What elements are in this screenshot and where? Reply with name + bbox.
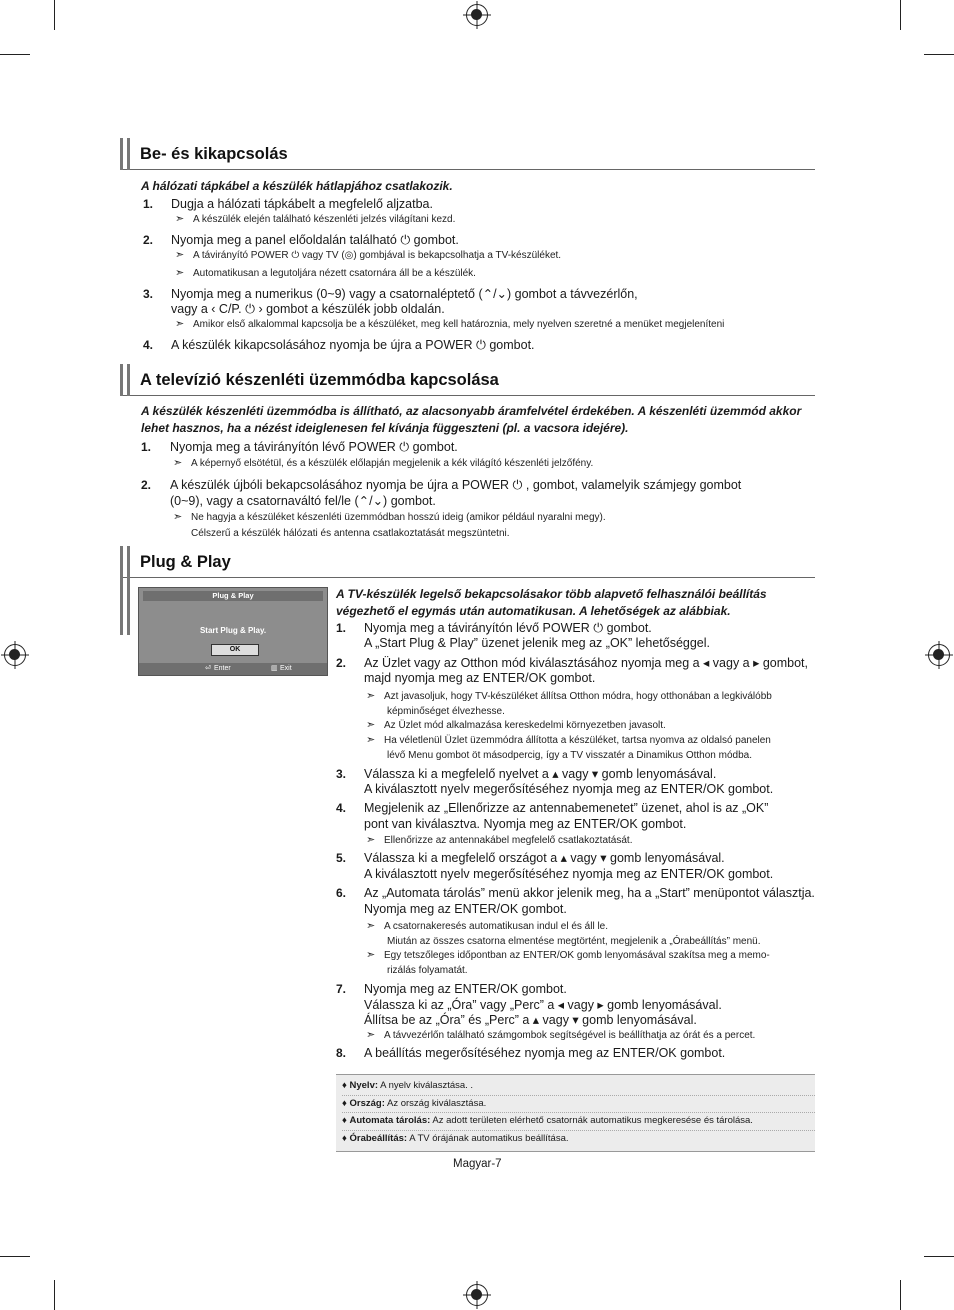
step-text: A készülék újbóli bekapcsolásához nyomja be újra a POWER ⏻ , gombot, valamelyik számjegy gombot (170, 478, 742, 492)
note-cont: képminőséget élvezhesse. (387, 706, 505, 717)
step-number: 1. (336, 621, 347, 635)
section-bar (120, 138, 130, 170)
registration-mark-icon (466, 1284, 488, 1306)
note-text: A készülék elején található készenléti jelzés világítani kezd. (193, 214, 456, 225)
step-number: 2. (336, 656, 347, 670)
registration-mark-icon (928, 644, 950, 666)
note-text: Egy tetszőleges időpontban az ENTER/OK gomb lenyomásával szakítsa meg a memo- (384, 950, 770, 961)
note (366, 833, 632, 848)
step-text: Dugja a hálózati tápkábelt a megfelelő aljzatba. (171, 197, 433, 211)
step-text: Nyomja meg az ENTER/OK gombot. (364, 982, 567, 996)
note-cont: rizálás folyamatát. (387, 965, 468, 976)
step-number: 3. (336, 767, 347, 781)
step-text: pont van kiválasztva. Nyomja meg az ENTER/OK gombot. (364, 817, 687, 831)
note (366, 718, 666, 733)
note (173, 510, 606, 525)
registration-mark-icon (4, 644, 26, 666)
step-number: 2. (141, 478, 152, 492)
step-text: Megjelenik az „Ellenőrizze az antennabemenetet” üzenet, ahol is az „OK” (364, 801, 769, 815)
note (175, 212, 455, 227)
osd-footer (139, 663, 327, 675)
step-text: A kiválasztott nyelv megerősítéséhez nyomja meg az ENTER/OK gombot. (364, 782, 774, 796)
section-header-power (120, 138, 815, 170)
step-text: Állítsa be az „Óra” és „Perc” a ▴ vagy ▾ gomb lenyomásával. (364, 1013, 697, 1027)
note-cont: lévő Menu gombot öt másodpercig, így a TV visszatér a Dinamikus Otthon módba. (387, 750, 752, 761)
note-arrow-icon: ➣ (366, 719, 376, 731)
summary-item: ♦ Ország: Az ország kiválasztása. (342, 1096, 815, 1114)
step-text: Válassza ki a megfelelő országot a ▴ vagy ▾ gomb lenyomásával. (364, 851, 725, 865)
note (366, 733, 771, 748)
step-text: A „Start Plug & Play” üzenet jelenik meg az „OK” lehetőséggel. (364, 636, 711, 650)
section-header-standby (120, 364, 815, 396)
settings-summary (336, 1074, 815, 1152)
section-intro: A hálózati tápkábel a készülék hátlapjához csatlakozik. (141, 179, 453, 193)
step-text-cont: vagy a ‹ C/P. ⏻ › gombot a készülék jobb oldalán. (171, 302, 445, 316)
note-arrow-icon: ➣ (366, 734, 376, 746)
page-number: Magyar-7 (453, 1158, 502, 1170)
note (366, 1028, 755, 1043)
note-arrow-icon: ➣ (173, 511, 183, 523)
section-intro: A TV-készülék legelső bekapcsolásakor több alapvető felhasználói beállítás végezhető el egymás után automatikusan. A lehetőségek az alábbiak. (336, 587, 767, 618)
section-bar (120, 546, 130, 635)
step-text: majd nyomja meg az ENTER/OK gombot. (364, 671, 596, 685)
step-text: Nyomja meg a távirányítón lévő POWER ⏻ gombot. (170, 440, 458, 454)
osd-header: Plug & Play (143, 591, 323, 601)
step-number: 8. (336, 1046, 347, 1060)
step-text: A készülék kikapcsolásához nyomja be újra a POWER ⏻ gombot. (171, 338, 535, 352)
step-number: 7. (336, 982, 347, 996)
section-title: A televízió készenléti üzemmódba kapcsolása (140, 371, 499, 389)
step-number: 6. (336, 886, 347, 900)
section-title: Plug & Play (140, 553, 231, 571)
note (173, 456, 593, 471)
step-text: Nyomja meg az ENTER/OK gombot. (364, 902, 567, 916)
crop-mark (0, 1256, 30, 1257)
note-text: Amikor első alkalommal kapcsolja be a készüléket, meg kell határoznia, mely nyelven szeretné a menüket megjeleníteni (193, 319, 725, 330)
note-arrow-icon: ➣ (175, 213, 185, 225)
note-arrow-icon: ➣ (175, 249, 185, 261)
note (366, 919, 608, 934)
step-number: 2. (143, 233, 154, 247)
note-arrow-icon: ➣ (366, 690, 376, 702)
step-text: Nyomja meg a numerikus (0~9) vagy a csatornaléptető (⌃/⌄) gombot a távvezérlőn, (171, 287, 638, 301)
step-text: Válassza ki az „Óra” vagy „Perc” a ◂ vagy ▸ gomb lenyomásával. (364, 998, 722, 1012)
crop-mark (900, 1280, 901, 1310)
step-text: Nyomja meg a panel előoldalán található ⏻ gombot. (171, 233, 459, 247)
note (175, 248, 561, 263)
step-text: Nyomja meg a távirányítón lévő POWER ⏻ gombot. (364, 621, 652, 635)
plug-and-play-screen (138, 587, 328, 676)
note-arrow-icon: ➣ (175, 318, 185, 330)
exit-icon: ▥ (271, 665, 278, 672)
note-arrow-icon: ➣ (366, 834, 376, 846)
osd-message: Start Plug & Play. (199, 626, 267, 635)
note (175, 317, 724, 332)
osd-enter-label: Enter (214, 665, 231, 672)
note-arrow-icon: ➣ (366, 1029, 376, 1041)
note-text: Ellenőrizze az antennakábel megfelelő csatlakoztatását. (384, 835, 633, 846)
crop-mark (924, 54, 954, 55)
note-arrow-icon: ➣ (173, 457, 183, 469)
note (366, 948, 770, 963)
osd-exit-label: Exit (280, 665, 292, 672)
note-text: Ne hagyja a készüléket készenléti üzemmódban hosszú ideig (amikor például nyaralni megy). (191, 512, 606, 523)
step-text-cont: (0~9), vagy a csatornaváltó fel/le (⌃/⌄) gombot. (170, 494, 436, 508)
note-arrow-icon: ➣ (175, 267, 185, 279)
note-text: Azt javasoljuk, hogy TV-készüléket állítsa Otthon módra, hogy otthonában a legkiválóbb (384, 691, 772, 702)
step-text: A beállítás megerősítéséhez nyomja meg az ENTER/OK gombot. (364, 1046, 726, 1060)
step-number: 4. (143, 338, 154, 352)
step-text: Az „Automata tárolás” menü akkor jelenik meg, ha a „Start” menüpontot választja. (364, 886, 815, 900)
summary-item: ♦ Automata tárolás: Az adott területen elérhető csatornák automatikus megkeresése és tárolása. (342, 1113, 815, 1131)
note-text: A képernyő elsötétül, és a készülék előlapján megjelenik a kék világító készenléti jelzőfény. (191, 458, 594, 469)
step-text: Válassza ki a megfelelő nyelvet a ▴ vagy ▾ gomb lenyomásával. (364, 767, 717, 781)
section-bar (120, 364, 130, 396)
step-number: 4. (336, 801, 347, 815)
osd-ok-button: OK (211, 644, 259, 656)
crop-mark (54, 1280, 55, 1310)
note-arrow-icon: ➣ (366, 949, 376, 961)
crop-mark (924, 1256, 954, 1257)
note-text: A csatornakeresés automatikusan indul el és áll le. (384, 921, 609, 932)
summary-item: ♦ Órabeállítás: A TV órájának automatikus beállítása. (342, 1132, 569, 1144)
section-header-plug-and-play (120, 546, 815, 578)
crop-mark (54, 0, 55, 30)
note-text: Ha véletlenül Üzlet üzemmódra állította a készüléket, tartsa nyomva az oldalsó panelen (384, 735, 771, 746)
note (366, 689, 772, 704)
step-text: A kiválasztott nyelv megerősítéséhez nyomja meg az ENTER/OK gombot. (364, 867, 774, 881)
section-title: Be- és kikapcsolás (140, 145, 288, 163)
note-arrow-icon: ➣ (366, 920, 376, 932)
note-text: A távvezérlőn található számgombok segítségével is beállíthatja az órát és a percet. (384, 1030, 756, 1041)
note-text: Automatikusan a legutoljára nézett csatornára áll be a készülék. (193, 268, 476, 279)
step-number: 3. (143, 287, 154, 301)
note-text: A távirányító POWER ⏻ vagy TV (◎) gombjával is bekapcsolhatja a TV-készüléket. (193, 250, 562, 261)
section-intro: A készülék készenléti üzemmódba is állítható, az alacsonyabb áramfelvétel érdekében. A készenléti üzemmód akkor lehet hasznos, ha a nézést ideiglenesen fel kívánja függeszteni (pl. a vacsora idejére). (141, 404, 802, 435)
step-number: 1. (143, 197, 154, 211)
step-number: 1. (141, 440, 152, 454)
note-text: Az Üzlet mód alkalmazása kereskedelmi környezetben javasolt. (384, 720, 666, 731)
enter-icon: ⏎ (205, 665, 211, 672)
step-text: Az Üzlet vagy az Otthon mód kiválasztásához nyomja meg a ◂ vagy a ▸ gombot, (364, 656, 809, 670)
step-number: 5. (336, 851, 347, 865)
note-cont: Miután az összes csatorna elmentése megtörtént, megjelenik a „Órabeállítás” menü. (387, 936, 761, 947)
crop-mark (0, 54, 30, 55)
summary-item: ♦ Nyelv: A nyelv kiválasztása. . (342, 1078, 815, 1096)
note-cont: Célszerű a készülék hálózati és antenna csatlakoztatását megszüntetni. (191, 528, 510, 539)
note (175, 266, 476, 281)
registration-mark-icon (466, 4, 488, 26)
crop-mark (900, 0, 901, 30)
